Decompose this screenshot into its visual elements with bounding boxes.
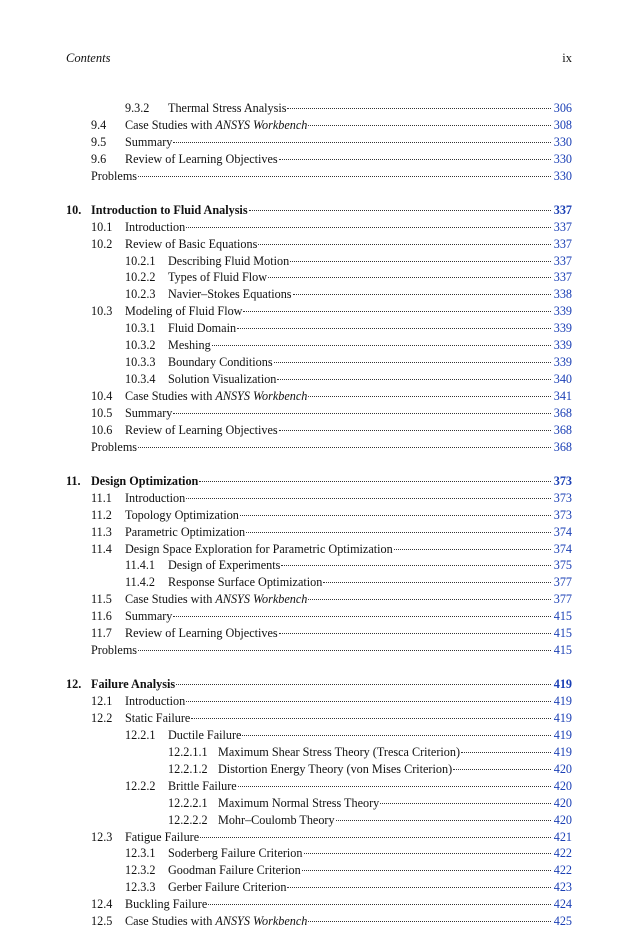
toc-entry[interactable]	[0, 151, 638, 168]
toc-entry[interactable]	[0, 100, 638, 117]
toc-entry-title: Introduction	[125, 490, 186, 505]
dot-leader	[186, 701, 551, 702]
toc-entry[interactable]	[0, 303, 638, 320]
toc-entry-page-link[interactable]: 368	[553, 439, 572, 454]
toc-entry-title: Review of Basic Equations	[125, 236, 258, 251]
toc-entry-number: 12.5	[91, 914, 113, 929]
dot-leader	[173, 142, 551, 143]
toc-entry-title: Solution Visualization	[168, 372, 277, 387]
dot-leader	[176, 684, 551, 685]
toc-entry-number: 10.2	[91, 236, 113, 251]
toc-entry-title: Problems	[91, 643, 138, 658]
dot-leader	[277, 379, 551, 380]
toc-entry-number: 11.4	[91, 541, 112, 556]
toc-entry[interactable]	[0, 795, 638, 812]
toc-entry-number: 11.4.1	[125, 558, 156, 573]
toc-entry[interactable]	[0, 236, 638, 253]
toc-entry-title: Maximum Normal Stress Theory	[218, 795, 380, 810]
dot-leader	[240, 515, 551, 516]
toc-entry-number: 9.5	[91, 134, 107, 149]
toc-entry-title: Ductile Failure	[168, 727, 242, 742]
toc-entry-title-italic: ANSYS Workbench	[215, 592, 308, 607]
toc-entry-page-link[interactable]: 420	[553, 761, 572, 776]
dot-leader	[191, 718, 551, 719]
dot-leader	[173, 413, 551, 414]
toc-entry-page-link[interactable]: 338	[553, 287, 572, 302]
dot-leader	[380, 803, 551, 804]
toc-entry-number: 12.3.1	[125, 846, 156, 861]
toc-entry-title: Review of Learning Objectives	[125, 422, 278, 437]
toc-entry[interactable]	[0, 625, 638, 642]
toc-entry[interactable]	[0, 812, 638, 829]
toc-entry-title: Summary	[125, 609, 173, 624]
toc-entry-page-link[interactable]: 419	[553, 727, 572, 742]
toc-entry-title: Brittle Failure	[168, 778, 237, 793]
toc-entry-page-link[interactable]: 374	[553, 524, 572, 539]
toc-entry-page-link[interactable]: 415	[553, 643, 572, 658]
dot-leader	[238, 786, 551, 787]
toc-entry-title: Response Surface Optimization	[168, 575, 323, 590]
toc-entry-title: Problems	[91, 439, 138, 454]
dot-leader	[293, 294, 551, 295]
dot-leader	[323, 582, 551, 583]
toc-entry-page-link[interactable]: 423	[553, 880, 572, 895]
toc-entry-title: Case Studies with ANSYS Workbench	[125, 914, 308, 929]
toc-entry[interactable]	[0, 727, 638, 744]
toc-entry-number: 12.2.1	[125, 727, 156, 742]
toc-entry-number: 10.3.2	[125, 338, 156, 353]
toc-entry[interactable]	[0, 490, 638, 507]
toc-entry[interactable]	[0, 710, 638, 727]
toc-chapter-entry[interactable]	[0, 202, 638, 219]
toc-entry-number: 9.4	[91, 117, 107, 132]
toc-entry-title: Introduction	[125, 219, 186, 234]
dot-leader	[287, 887, 551, 888]
dot-leader	[336, 820, 551, 821]
toc-entry[interactable]	[0, 574, 638, 591]
toc-entry-number: 10.2.2	[125, 270, 156, 285]
toc-entry-title-italic: ANSYS Workbench	[215, 389, 308, 403]
toc-entry-title: Design Optimization	[91, 473, 199, 488]
toc-entry-title: Case Studies with ANSYS Workbench	[125, 389, 308, 403]
dot-leader	[279, 159, 551, 160]
toc-entry-number: 12.1	[91, 694, 113, 708]
dot-leader	[279, 430, 551, 431]
toc-entry-page-link[interactable]: 337	[553, 202, 572, 217]
toc-entry-page-link[interactable]: 420	[553, 778, 572, 793]
toc-chapter-entry[interactable]	[0, 676, 638, 693]
toc-entry-page-link[interactable]: 339	[553, 338, 572, 353]
toc-entry-title: Navier–Stokes Equations	[168, 287, 292, 302]
dot-leader	[199, 481, 551, 482]
toc-entry-number: 12.2.1.1	[168, 744, 208, 759]
toc-entry-page-link[interactable]: 339	[553, 321, 572, 336]
toc-entry-title: Goodman Failure Criterion	[168, 863, 301, 878]
toc-entry-page-link[interactable]: 337	[553, 236, 572, 251]
toc-entry-title: Distortion Energy Theory (von Mises Criterion)	[218, 761, 453, 776]
toc-entry-title: Thermal Stress Analysis	[168, 101, 287, 115]
toc-entry-title-italic: ANSYS Workbench	[215, 914, 308, 929]
toc-entry[interactable]	[0, 286, 638, 303]
table-of-contents	[0, 100, 638, 930]
toc-entry-number: 10.3.3	[125, 355, 156, 370]
toc-entry-title: Fluid Domain	[168, 321, 237, 336]
toc-entry[interactable]	[0, 591, 638, 608]
toc-entry-title: Boundary Conditions	[168, 355, 273, 370]
toc-entry-number: 12.2.1.2	[168, 761, 208, 776]
toc-entry-number: 10.2.3	[125, 287, 156, 302]
toc-entry-page-link[interactable]: 415	[553, 626, 572, 641]
toc-entry-page-link[interactable]: 330	[553, 151, 572, 166]
toc-entry-number: 10.5	[91, 405, 113, 420]
toc-entry[interactable]	[0, 507, 638, 524]
dot-leader	[308, 921, 551, 922]
toc-entry-number: 12.3	[91, 829, 113, 844]
toc-entry[interactable]	[0, 761, 638, 778]
toc-entry-title: Introduction to Fluid Analysis	[91, 202, 248, 217]
toc-entry-number: 11.5	[91, 592, 112, 607]
toc-entry-number: 10.2.1	[125, 253, 156, 268]
dot-leader	[302, 870, 551, 871]
toc-entry[interactable]	[0, 269, 638, 286]
toc-entry-number: 10.3.1	[125, 321, 156, 336]
toc-entry-number: 10.6	[91, 422, 113, 437]
toc-entry-title: Static Failure	[125, 710, 191, 725]
toc-entry[interactable]	[0, 320, 638, 337]
dot-leader	[237, 328, 551, 329]
dot-leader	[208, 904, 551, 905]
dot-leader	[242, 735, 551, 736]
toc-entry[interactable]	[0, 253, 638, 270]
toc-entry-page-link[interactable]: 337	[553, 253, 572, 268]
toc-entry[interactable]	[0, 541, 638, 558]
running-head-page-number: ix	[562, 51, 572, 65]
toc-entry-number: 11.2	[91, 507, 112, 522]
toc-entry-number: 11.	[66, 473, 81, 488]
toc-entry-page-link[interactable]: 368	[553, 405, 572, 420]
toc-entry-page-link[interactable]: 373	[553, 507, 572, 522]
toc-entry-number: 11.7	[91, 626, 112, 641]
toc-entry-title-italic: ANSYS Workbench	[215, 117, 308, 132]
toc-entry-number: 10.3.4	[125, 372, 156, 387]
toc-entry-page-link[interactable]: 377	[553, 575, 572, 590]
toc-entry-number: 12.2.2	[125, 778, 156, 793]
dot-leader	[308, 599, 551, 600]
toc-entry[interactable]	[0, 168, 638, 185]
toc-entry-page-link[interactable]: 330	[553, 134, 572, 149]
running-head-title: Contents	[66, 51, 111, 65]
toc-entry-title: Fatigue Failure	[125, 829, 200, 844]
dot-leader	[186, 227, 551, 228]
toc-entry-page-link[interactable]: 306	[553, 101, 572, 115]
toc-entry[interactable]	[0, 778, 638, 795]
dot-leader	[394, 549, 551, 550]
toc-entry-number: 12.2.2.2	[168, 812, 208, 827]
toc-entry[interactable]	[0, 693, 638, 710]
toc-entry-number: 12.2	[91, 710, 113, 725]
toc-entry-page-link[interactable]: 420	[553, 795, 572, 810]
toc-entry-title: Parametric Optimization	[125, 524, 246, 539]
dot-leader	[246, 532, 551, 533]
dot-leader	[461, 752, 551, 753]
dot-leader	[212, 345, 551, 346]
running-head	[66, 51, 572, 66]
toc-entry-title: Describing Fluid Motion	[168, 253, 290, 268]
toc-entry-number: 9.3.2	[125, 101, 150, 115]
toc-entry-page-link[interactable]: 422	[553, 846, 572, 861]
toc-entry[interactable]	[0, 744, 638, 761]
toc-entry[interactable]	[0, 388, 638, 405]
toc-entry-title: Design Space Exploration for Parametric Optimization	[125, 541, 393, 556]
toc-entry-title: Case Studies with ANSYS Workbench	[125, 117, 308, 132]
toc-entry[interactable]	[0, 557, 638, 574]
toc-entry-number: 11.1	[91, 490, 112, 505]
toc-entry[interactable]	[0, 829, 638, 846]
toc-entry-number: 12.4	[91, 897, 113, 912]
toc-entry-page-link[interactable]: 419	[553, 694, 572, 708]
toc-entry-page-link[interactable]: 340	[553, 372, 572, 387]
toc-entry-page-link[interactable]: 339	[553, 355, 572, 370]
toc-entry-title: Summary	[125, 405, 173, 420]
dot-leader	[281, 565, 551, 566]
toc-entry[interactable]	[0, 337, 638, 354]
toc-entry-page-link[interactable]: 341	[553, 389, 572, 403]
toc-entry[interactable]	[0, 439, 638, 456]
dot-leader	[268, 277, 551, 278]
toc-entry-number: 12.2.2.1	[168, 795, 208, 810]
toc-entry-page-link[interactable]: 419	[553, 677, 572, 692]
toc-entry-title: Topology Optimization	[125, 507, 239, 522]
toc-entry-number: 12.	[66, 677, 82, 692]
toc-entry-number: 11.3	[91, 524, 112, 539]
dot-leader	[249, 210, 551, 211]
toc-entry-page-link[interactable]: 374	[553, 541, 572, 556]
toc-entry-page-link[interactable]: 421	[553, 829, 572, 844]
toc-entry-title: Design of Experiments	[168, 558, 281, 573]
dot-leader	[138, 650, 551, 651]
toc-entry-page-link[interactable]: 337	[553, 219, 572, 234]
toc-entry-page-link[interactable]: 337	[553, 270, 572, 285]
dot-leader	[258, 244, 551, 245]
toc-entry-title: Mohr–Coulomb Theory	[218, 812, 335, 827]
toc-entry-page-link[interactable]: 368	[553, 422, 572, 437]
dot-leader	[274, 362, 551, 363]
toc-entry[interactable]	[0, 524, 638, 541]
toc-entry-title: Review of Learning Objectives	[125, 626, 278, 641]
toc-entry-title: Meshing	[168, 338, 211, 353]
dot-leader	[200, 837, 551, 838]
toc-entry-page-link[interactable]: 308	[553, 117, 572, 132]
toc-entry-title: Failure Analysis	[91, 677, 176, 692]
toc-entry-title: Review of Learning Objectives	[125, 151, 278, 166]
toc-entry[interactable]	[0, 862, 638, 879]
toc-entry[interactable]	[0, 371, 638, 388]
toc-entry[interactable]	[0, 913, 638, 930]
toc-entry-page-link[interactable]: 424	[553, 897, 572, 912]
toc-entry-title: Case Studies with ANSYS Workbench	[125, 592, 308, 607]
toc-entry[interactable]	[0, 879, 638, 896]
dot-leader	[186, 498, 551, 499]
toc-entry-title: Buckling Failure	[125, 897, 208, 912]
toc-entry[interactable]	[0, 845, 638, 862]
dot-leader	[279, 633, 551, 634]
toc-entry[interactable]	[0, 219, 638, 236]
toc-chapter-entry[interactable]	[0, 473, 638, 490]
toc-entry-title: Introduction	[125, 694, 186, 708]
toc-entry-page-link[interactable]: 375	[553, 558, 572, 573]
toc-entry-page-link[interactable]: 377	[553, 592, 572, 607]
dot-leader	[287, 108, 551, 109]
toc-entry-page-link[interactable]: 373	[553, 473, 572, 488]
toc-entry-page-link[interactable]: 330	[553, 168, 572, 183]
toc-entry[interactable]	[0, 134, 638, 151]
dot-leader	[453, 769, 551, 770]
toc-entry[interactable]	[0, 608, 638, 625]
toc-entry-number: 11.4.2	[125, 575, 156, 590]
toc-entry[interactable]	[0, 354, 638, 371]
toc-entry[interactable]	[0, 642, 638, 659]
dot-leader	[308, 396, 551, 397]
toc-entry-number: 11.6	[91, 609, 112, 624]
toc-entry-number: 10.3	[91, 304, 113, 319]
toc-entry-title: Modeling of Fluid Flow	[125, 304, 243, 319]
toc-entry[interactable]	[0, 405, 638, 422]
toc-entry-page-link[interactable]: 420	[553, 812, 572, 827]
toc-entry-number: 10.	[66, 202, 82, 217]
toc-entry-title: Gerber Failure Criterion	[168, 880, 287, 895]
toc-entry-page-link[interactable]: 422	[553, 863, 572, 878]
dot-leader	[173, 616, 551, 617]
toc-entry[interactable]	[0, 117, 638, 134]
toc-entry-page-link[interactable]: 339	[553, 304, 572, 319]
dot-leader	[243, 311, 551, 312]
dot-leader	[304, 853, 552, 854]
toc-entry-number: 12.3.2	[125, 863, 156, 878]
toc-entry-title: Soderberg Failure Criterion	[168, 846, 303, 861]
toc-entry-title: Types of Fluid Flow	[168, 270, 268, 285]
toc-entry-number: 9.6	[91, 151, 107, 166]
toc-entry-page-link[interactable]: 373	[553, 490, 572, 505]
dot-leader	[290, 261, 551, 262]
toc-entry-page-link[interactable]: 415	[553, 609, 572, 624]
dot-leader	[138, 447, 551, 448]
toc-entry-title: Problems	[91, 168, 138, 183]
toc-entry-number: 10.1	[91, 219, 113, 234]
toc-entry-page-link[interactable]: 425	[553, 914, 572, 929]
dot-leader	[138, 176, 551, 177]
toc-entry-page-link[interactable]: 419	[553, 710, 572, 725]
toc-entry-page-link[interactable]: 419	[553, 744, 572, 759]
toc-entry-title: Maximum Shear Stress Theory (Tresca Criterion)	[218, 744, 461, 759]
toc-entry-title: Summary	[125, 134, 173, 149]
toc-entry[interactable]	[0, 422, 638, 439]
toc-entry-number: 10.4	[91, 389, 113, 403]
dot-leader	[308, 125, 551, 126]
toc-entry-number: 12.3.3	[125, 880, 156, 895]
